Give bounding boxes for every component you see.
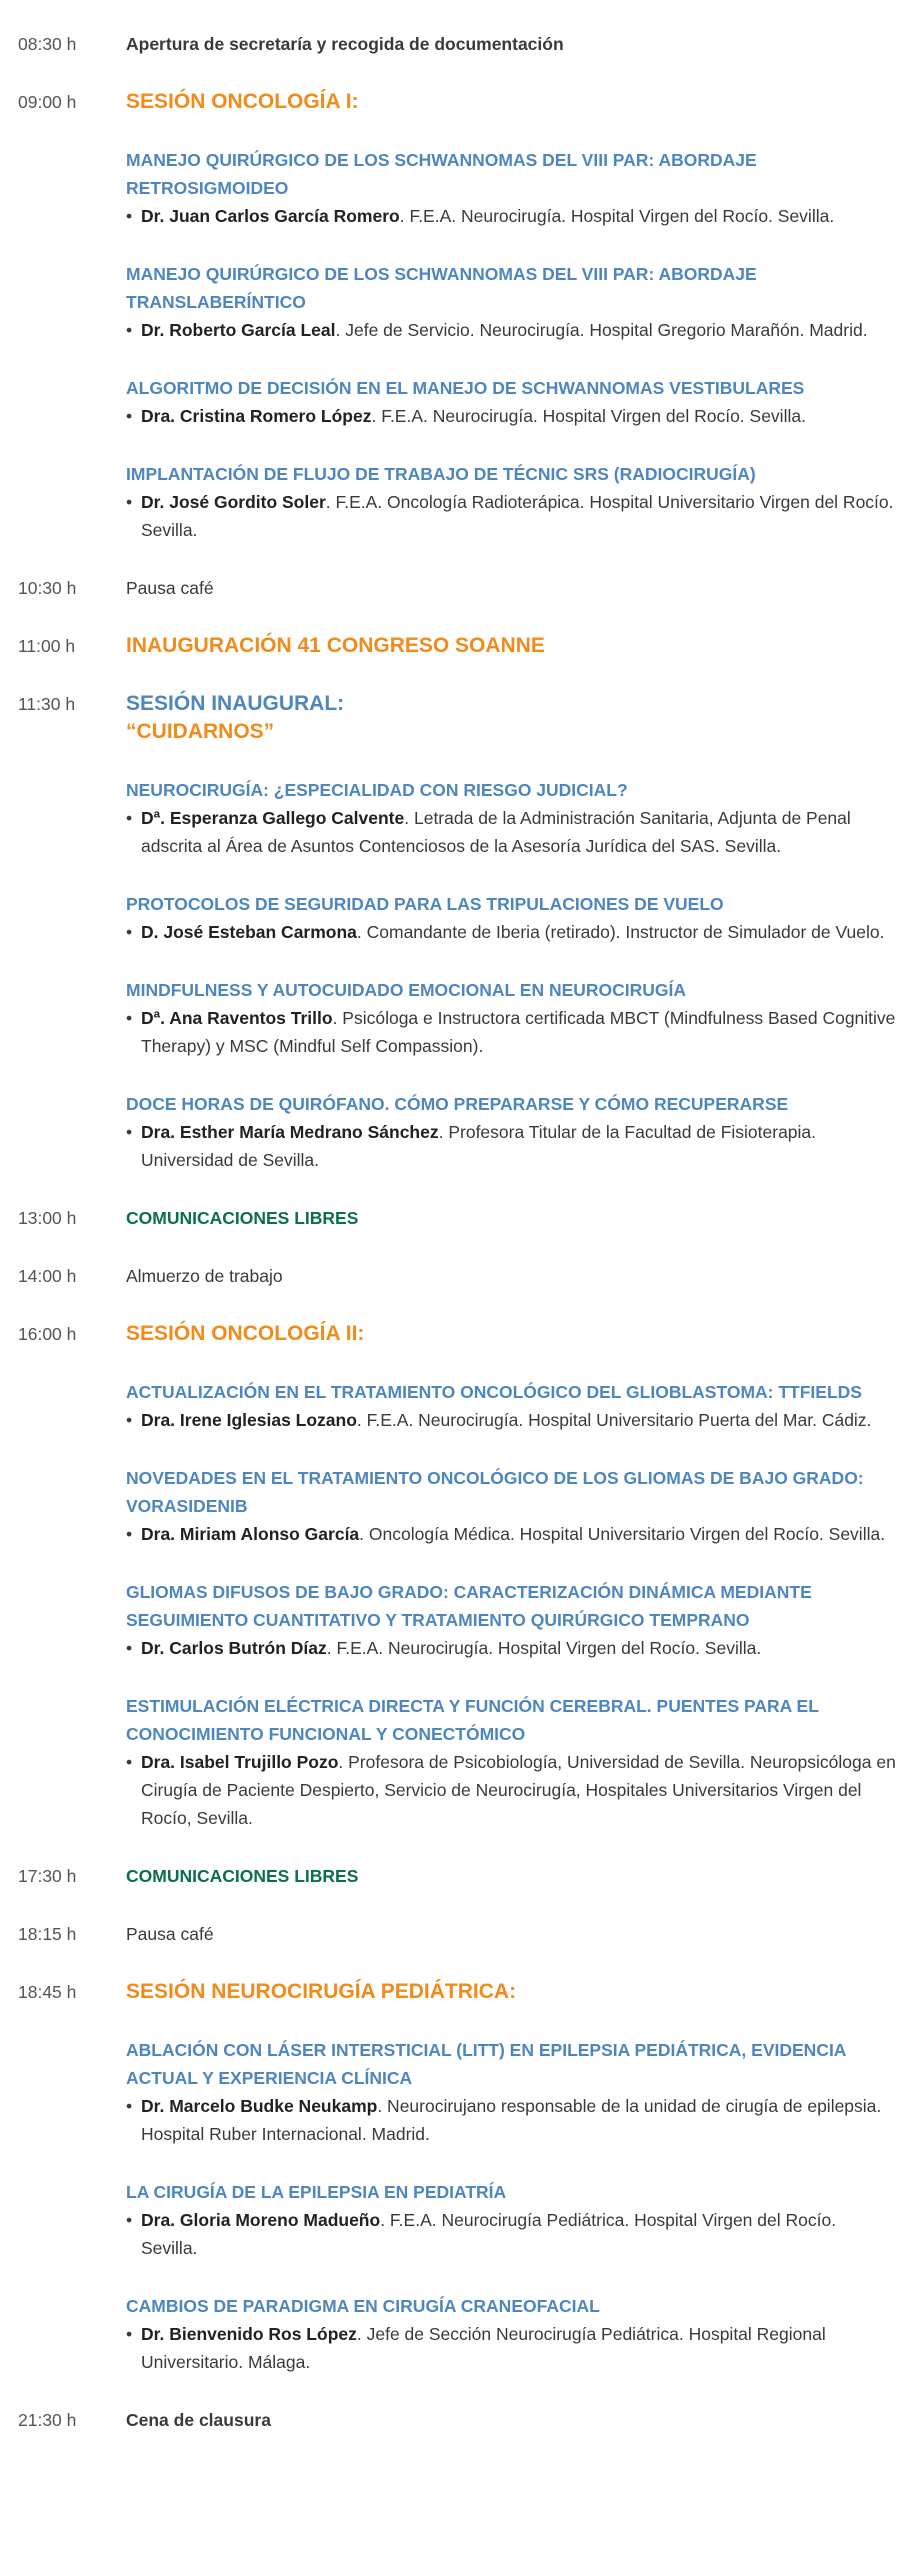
talk-title: MINDFULNESS Y AUTOCUIDADO EMOCIONAL EN NEUROCIRUGÍA (126, 980, 687, 1000)
agenda-item (0, 1204, 897, 1232)
speaker-name: Dra. Cristina Romero López (141, 406, 372, 426)
agenda-item (0, 1862, 897, 1890)
session-title: SESIÓN ONCOLOGÍA II: (126, 1322, 365, 1345)
bullet-icon: • (126, 1008, 133, 1028)
speaker-line (126, 202, 896, 230)
speaker-line (126, 402, 896, 430)
talk-item (126, 1378, 896, 1434)
bullet-icon: • (126, 808, 133, 828)
agenda-label: Almuerzo de trabajo (126, 1266, 283, 1286)
speaker-affiliation: . Profesora Titular de la Facultad de Fisioterapia. Universidad de Sevilla. (141, 1122, 817, 1170)
speaker-name: Dra. Isabel Trujillo Pozo (141, 1752, 339, 1772)
speaker-name: Dra. Miriam Alonso García (141, 1524, 360, 1544)
speaker-affiliation: . Neurocirujano responsable de la unidad de cirugía de epilepsia. Hospital Ruber Internacional. Madrid. (141, 2096, 882, 2144)
speaker-line (126, 918, 896, 946)
agenda-label: Pausa café (126, 578, 214, 598)
agenda-item (0, 1320, 897, 1832)
agenda-content (126, 1978, 896, 2376)
bullet-icon: • (126, 1122, 133, 1142)
agenda-time: 11:30 h (18, 694, 76, 714)
speaker-name: Dª. Esperanza Gallego Calvente (141, 808, 405, 828)
talk-title: MANEJO QUIRÚRGICO DE LOS SCHWANNOMAS DEL VIII PAR: ABORDAJE TRANSLABERÍNTICO (126, 264, 757, 312)
speaker-affiliation: . Comandante de Iberia (retirado). Instructor de Simulador de Vuelo. (356, 922, 885, 942)
talk-title: ABLACIÓN CON LÁSER INTERSTICIAL (LITT) EN EPILEPSIA PEDIÁTRICA, EVIDENCIA ACTUAL Y EXPERIENCIA CLÍNICA (126, 2040, 846, 2088)
speaker-name: Dr. José Gordito Soler (141, 492, 326, 512)
talk-title: DOCE HORAS DE QUIRÓFANO. CÓMO PREPARARSE Y CÓMO RECUPERARSE (126, 1094, 789, 1114)
talk-title: ESTIMULACIÓN ELÉCTRICA DIRECTA Y FUNCIÓN CEREBRAL. PUENTES PARA EL CONOCIMIENTO FUNCIONAL Y CONECTÓMICO (126, 1696, 819, 1744)
talk-item (126, 460, 896, 544)
session-title-line: SESIÓN INAUGURAL: (126, 692, 345, 715)
agenda-time: 11:00 h (18, 636, 76, 656)
agenda-item (0, 1920, 897, 1948)
speaker-line (126, 804, 896, 860)
speaker-line (126, 1406, 896, 1434)
talk-item (126, 260, 896, 344)
speaker-name: Dr. Marcelo Budke Neukamp (141, 2096, 378, 2116)
speaker-line (126, 1634, 896, 1662)
bullet-icon: • (126, 922, 133, 942)
agenda-item (0, 574, 897, 602)
agenda-time: 16:00 h (18, 1324, 77, 1344)
talk-title: LA CIRUGÍA DE LA EPILEPSIA EN PEDIATRÍA (126, 2182, 507, 2202)
talk-item (126, 1090, 896, 1174)
speaker-name: D. José Esteban Carmona (141, 922, 357, 942)
agenda-content (126, 1920, 896, 1948)
talk-title: PROTOCOLOS DE SEGURIDAD PARA LAS TRIPULACIONES DE VUELO (126, 894, 724, 914)
speaker-name: Dra. Irene Iglesias Lozano (141, 1410, 357, 1430)
agenda-item (0, 88, 897, 544)
bullet-icon: • (126, 206, 133, 226)
session-subtitle: “CUIDARNOS” (126, 720, 275, 743)
agenda-item (0, 1978, 897, 2376)
speaker-line (126, 1004, 896, 1060)
agenda-content (126, 1320, 896, 1832)
speaker-affiliation: . Jefe de Sección Neurocirugía Pediátrica. Hospital Regional Universitario. Málaga. (141, 2324, 826, 2372)
speaker-name: Dr. Roberto García Leal (141, 320, 336, 340)
talk-title: GLIOMAS DIFUSOS DE BAJO GRADO: CARACTERIZACIÓN DINÁMICA MEDIANTE SEGUIMIENTO CUANTITATIVO Y TRATAMIENTO QUIRÚRGICO TEMPRANO (126, 1582, 812, 1630)
speaker-line (126, 488, 896, 544)
talk-item (126, 374, 896, 430)
speaker-affiliation: . Letrada de la Administración Sanitaria, Adjunta de Penal adscrita al Área de Asuntos Contenciosos de la Asesoría Jurídica del SAS. Sevilla. (141, 808, 851, 856)
speaker-line (126, 316, 896, 344)
speaker-line (126, 1520, 896, 1548)
talk-title: CAMBIOS DE PARADIGMA EN CIRUGÍA CRANEOFACIAL (126, 2296, 600, 2316)
agenda-time: 21:30 h (18, 2410, 77, 2430)
agenda-content (126, 1862, 896, 1890)
agenda-content (126, 1204, 896, 1232)
talk-item (126, 1578, 896, 1662)
agenda-label: Pausa café (126, 1924, 214, 1944)
agenda-content (126, 690, 896, 1174)
speaker-line (126, 2206, 896, 2262)
bullet-icon: • (126, 2096, 133, 2116)
agenda-time: 08:30 h (18, 34, 77, 54)
speaker-affiliation: . F.E.A. Neurocirugía Pediátrica. Hospital Virgen del Rocío. Sevilla. (141, 2210, 837, 2258)
speaker-affiliation: . F.E.A. Neurocirugía. Hospital Universitario Puerta del Mar. Cádiz. (356, 1410, 872, 1430)
bullet-icon: • (126, 1524, 133, 1544)
speaker-name: Dr. Juan Carlos García Romero (141, 206, 400, 226)
speaker-affiliation: . F.E.A. Neurocirugía. Hospital Virgen del Rocío. Sevilla. (399, 206, 835, 226)
bullet-icon: • (126, 1638, 133, 1658)
speaker-line (126, 2320, 896, 2376)
speaker-affiliation: . Jefe de Servicio. Neurocirugía. Hospital Gregorio Marañón. Madrid. (335, 320, 868, 340)
bullet-icon: • (126, 1752, 133, 1772)
speaker-affiliation: . Oncología Médica. Hospital Universitario Virgen del Rocío. Sevilla. (359, 1524, 886, 1544)
talk-item (126, 146, 896, 230)
speaker-name: Dra. Esther María Medrano Sánchez (141, 1122, 439, 1142)
talk-item (126, 976, 896, 1060)
talk-title: ACTUALIZACIÓN EN EL TRATAMIENTO ONCOLÓGICO DEL GLIOBLASTOMA: TTFIELDS (126, 1382, 862, 1402)
agenda-item (0, 1262, 897, 1290)
agenda-content (126, 632, 896, 660)
agenda-content (126, 30, 896, 58)
agenda-item (0, 632, 897, 660)
talk-item (126, 776, 896, 860)
bullet-icon: • (126, 2210, 133, 2230)
agenda-time: 17:30 h (18, 1866, 77, 1886)
speaker-name: Dr. Bienvenido Ros López (141, 2324, 357, 2344)
speaker-name: Dra. Gloria Moreno Madueño (141, 2210, 381, 2230)
talk-title: NEUROCIRUGÍA: ¿ESPECIALIDAD CON RIESGO JUDICIAL? (126, 780, 628, 800)
talk-title: MANEJO QUIRÚRGICO DE LOS SCHWANNOMAS DEL VIII PAR: ABORDAJE RETROSIGMOIDEO (126, 150, 757, 198)
speaker-name: Dr. Carlos Butrón Díaz (141, 1638, 327, 1658)
session-title (126, 690, 896, 746)
talk-item (126, 1692, 896, 1832)
talk-item (126, 2178, 896, 2262)
speaker-affiliation: . F.E.A. Neurocirugía. Hospital Virgen del Rocío. Sevilla. (326, 1638, 762, 1658)
communications-title: COMUNICACIONES LIBRES (126, 1208, 359, 1228)
agenda-time: 09:00 h (18, 92, 77, 112)
speaker-line (126, 1748, 896, 1832)
session-title: SESIÓN NEUROCIRUGÍA PEDIÁTRICA: (126, 1980, 517, 2003)
agenda-label: Apertura de secretaría y recogida de documentación (126, 34, 564, 54)
agenda-time: 13:00 h (18, 1208, 77, 1228)
speaker-affiliation: . Profesora de Psicobiología, Universidad de Sevilla. Neuropsicóloga en Cirugía de Paciente Despierto, Servicio de Neurocirugía, Hospitales Universitarios Virgen del Rocío, Sevilla. (141, 1752, 896, 1828)
agenda-item (0, 690, 897, 1174)
talk-item (126, 1464, 896, 1548)
agenda-time: 14:00 h (18, 1266, 77, 1286)
speaker-affiliation: . F.E.A. Neurocirugía. Hospital Virgen del Rocío. Sevilla. (371, 406, 806, 426)
agenda-time: 10:30 h (18, 578, 77, 598)
agenda-content (126, 2406, 896, 2434)
communications-title: COMUNICACIONES LIBRES (126, 1866, 359, 1886)
talk-title: IMPLANTACIÓN DE FLUJO DE TRABAJO DE TÉCNIC SRS (RADIOCIRUGÍA) (126, 464, 756, 484)
bullet-icon: • (126, 2324, 133, 2344)
agenda-item (0, 30, 897, 58)
talk-title: ALGORITMO DE DECISIÓN EN EL MANEJO DE SCHWANNOMAS VESTIBULARES (126, 378, 805, 398)
bullet-icon: • (126, 492, 133, 512)
talk-item (126, 2036, 896, 2148)
speaker-affiliation: . F.E.A. Oncología Radioterápica. Hospital Universitario Virgen del Rocío. Sevilla. (141, 492, 894, 540)
session-title: SESIÓN ONCOLOGÍA I: (126, 90, 359, 113)
session-title: INAUGURACIÓN 41 CONGRESO SOANNE (126, 634, 545, 657)
speaker-affiliation: . Psicóloga e Instructora certificada MBCT (Mindfulness Based Cognitive Therapy) y MSC (Mindful Self Compassion). (141, 1008, 896, 1056)
bullet-icon: • (126, 320, 133, 340)
agenda-content (126, 574, 896, 602)
agenda-time: 18:45 h (18, 1982, 77, 2002)
agenda-label: Cena de clausura (126, 2410, 271, 2430)
speaker-name: Dª. Ana Raventos Trillo (141, 1008, 333, 1028)
bullet-icon: • (126, 1410, 133, 1430)
talk-title: NOVEDADES EN EL TRATAMIENTO ONCOLÓGICO DE LOS GLIOMAS DE BAJO GRADO: VORASIDENIB (126, 1468, 864, 1516)
speaker-line (126, 1118, 896, 1174)
talk-item (126, 890, 896, 946)
bullet-icon: • (126, 406, 133, 426)
agenda-content (126, 1262, 896, 1290)
agenda-time: 18:15 h (18, 1924, 77, 1944)
talk-item (126, 2292, 896, 2376)
agenda-content (126, 88, 896, 544)
speaker-line (126, 2092, 896, 2148)
agenda-item (0, 2406, 897, 2434)
